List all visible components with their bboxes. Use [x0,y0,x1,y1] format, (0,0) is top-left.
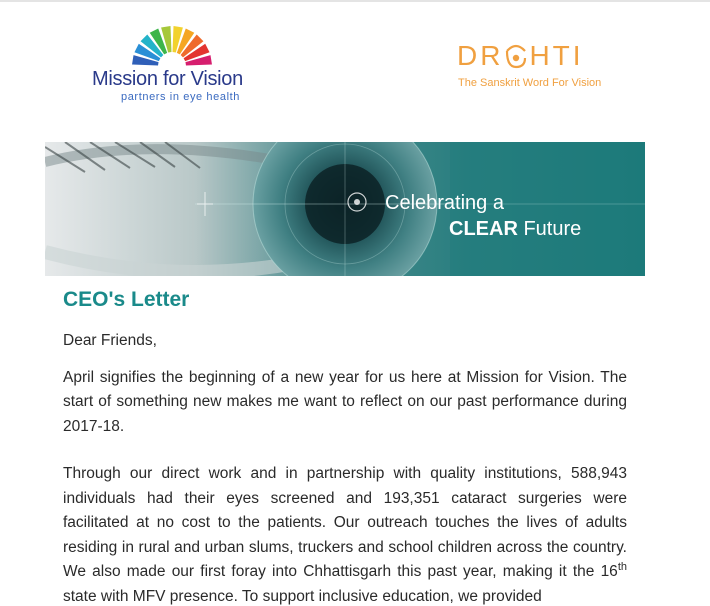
paragraph-2-text-a: Through our direct work and in partnership with quality institutions, 588,943 individuals had their eyes screened and 193,351 cataract surgeries were facilitated at no cost to the patients. Our outreach touches the lives of adults residing in rural and urban slums, truckers and school children across the country. We also made our first foray into Chhattisgarh this past year, making it the 16 [63,465,627,580]
banner-line2 [385,216,581,242]
banner-line1: Celebrating a [385,192,504,214]
letter-salutation: Dear Friends, [63,332,157,349]
letter-paragraph-1: April signifies the beginning of a new year for us here at Mission for Vision. The start of something new makes me want to reflect on our past performance during 2017-18. [63,368,627,435]
letter-paragraph-2 [63,462,627,606]
ceo-letter-body [63,329,627,606]
drishti-eye-icon [504,43,528,71]
mission-for-vision-logo[interactable] [92,24,262,104]
drishti-word-left: DR [457,40,504,71]
drishti-wordmark [457,40,584,72]
mfv-logo-name: Mission for Vision [92,68,243,90]
drishti-tagline: The Sanskrit Word For Vision [458,77,602,89]
top-divider [0,0,710,2]
banner-clear-word: CLEAR [449,218,518,240]
mfv-rainbow-rays-icon [132,24,212,66]
drishti-word-right: HTI [529,40,584,71]
page-title: CEO's Letter [63,288,190,311]
drishti-logo[interactable] [455,40,615,92]
ordinal-superscript: th [617,560,627,573]
banner-caption [385,190,581,242]
banner-future-word: Future [517,218,582,240]
paragraph-2-text-b: state with MFV presence. To support inclusive education, we provided [63,587,542,605]
mfv-logo-tagline: partners in eye health [121,91,240,103]
hero-banner [45,142,645,276]
